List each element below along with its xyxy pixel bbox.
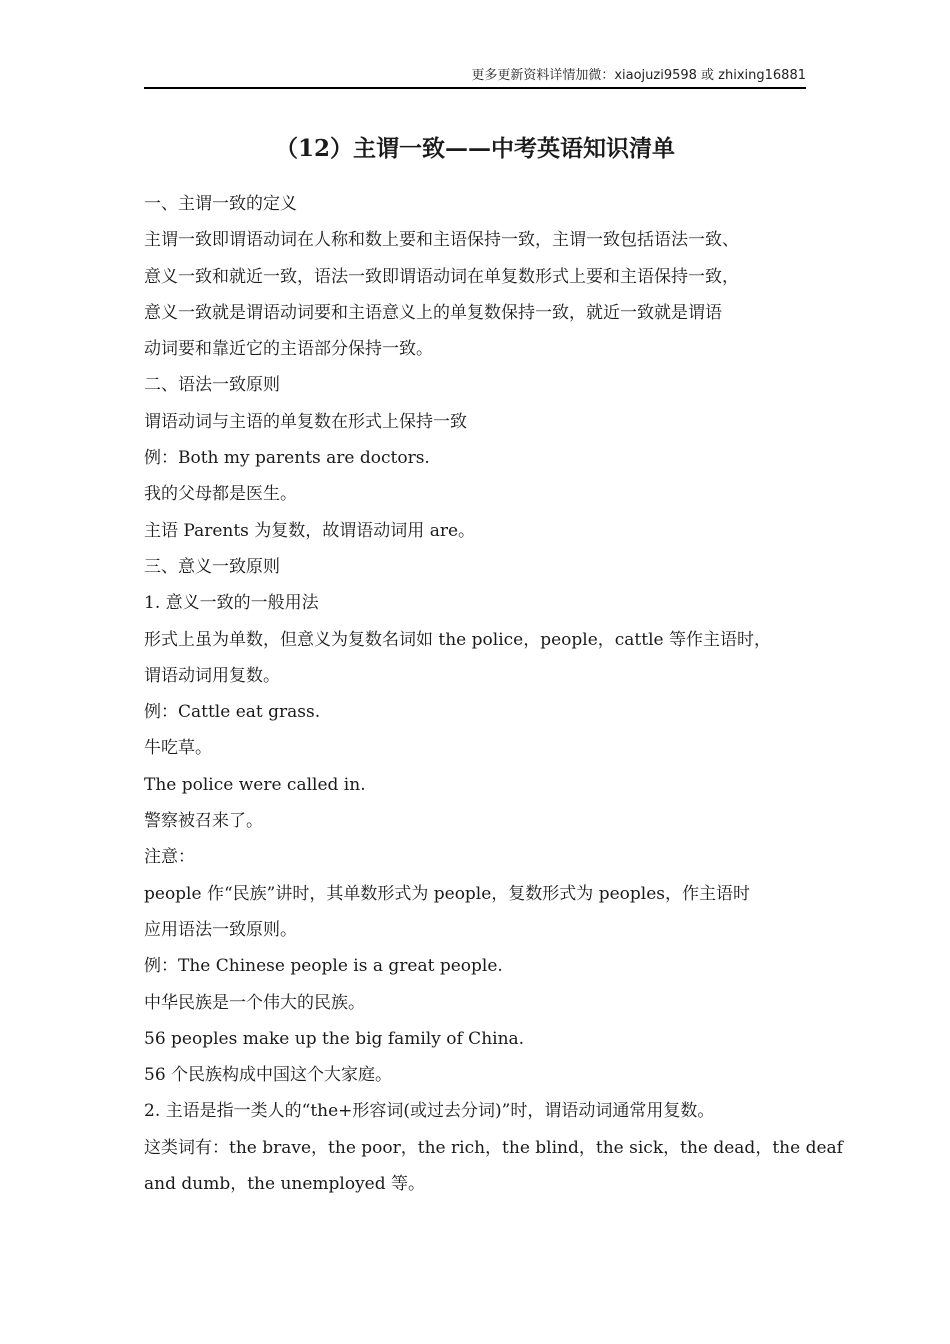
paragraph-line: 意义一致和就近一致，语法一致即谓语动词在单复数形式上要和主语保持一致， (144, 266, 739, 287)
document-body (144, 186, 843, 1202)
header-divider (144, 87, 806, 89)
example-line: 例：Cattle eat grass. (144, 702, 321, 723)
paragraph-line: 谓语动词用复数。 (144, 665, 280, 686)
paragraph-line: 动词要和靠近它的主语部分保持一致。 (144, 339, 433, 360)
page-header: 更多更新资料详情加微：xiaojuzi9598 或 zhixing16881 (471, 68, 806, 83)
translation-line: 警察被召来了。 (144, 811, 263, 832)
subheading-line: 2. 主语是指一类人的“the+形容词(或过去分词)”时，谓语动词通常用复数。 (144, 1101, 715, 1122)
paragraph-line: 主语 Parents 为复数，故谓语动词用 are。 (144, 520, 476, 541)
paragraph-line: 形式上虽为单数，但意义为复数名词如 the police，people，cattle 等作主语时， (144, 629, 771, 650)
subheading-line: 1. 意义一致的一般用法 (144, 593, 319, 614)
translation-line: 我的父母都是医生。 (144, 484, 297, 505)
paragraph-line: 谓语动词与主语的单复数在形式上保持一致 (144, 411, 467, 432)
example-line: 例：Both my parents are doctors. (144, 448, 430, 469)
paragraph-line: 意义一致就是谓语动词要和主语意义上的单复数保持一致，就近一致就是谓语 (144, 302, 722, 323)
translation-line: 中华民族是一个伟大的民族。 (144, 992, 365, 1013)
paragraph-line: 主谓一致即谓语动词在人称和数上要和主语保持一致，主谓一致包括语法一致、 (144, 230, 739, 251)
translation-line: 牛吃草。 (144, 738, 212, 759)
paragraph-line: and dumb，the unemployed 等。 (144, 1174, 426, 1195)
note-label: 注意： (144, 847, 195, 868)
paragraph-line: 这类词有：the brave，the poor，the rich，the blind，the sick，the dead，the deaf (144, 1137, 843, 1158)
section-heading-grammar: 二、语法一致原则 (144, 375, 280, 396)
example-line: 例：The Chinese people is a great people. (144, 956, 503, 977)
paragraph-line: 应用语法一致原则。 (144, 919, 297, 940)
section-heading-definition: 一、主谓一致的定义 (144, 194, 297, 214)
example-line: 56 peoples make up the big family of China. (144, 1028, 525, 1049)
section-heading-meaning: 三、意义一致原则 (144, 556, 280, 577)
translation-line: 56 个民族构成中国这个大家庭。 (144, 1065, 393, 1086)
document-title: （12）主谓一致——中考英语知识清单 (274, 135, 675, 162)
example-line: The police were called in. (144, 774, 366, 795)
paragraph-line: people 作“民族”讲时，其单数形式为 people，复数形式为 peoples，作主语时 (144, 883, 750, 904)
